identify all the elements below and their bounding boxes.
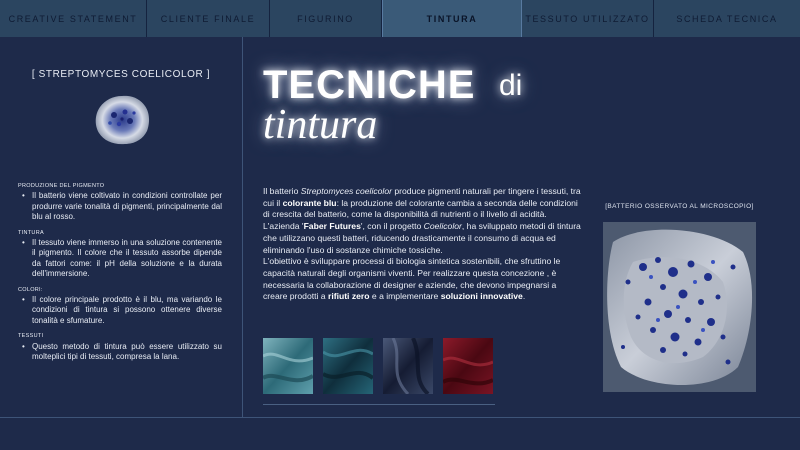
page-title: TECNICHE: [263, 63, 476, 107]
vertical-divider: [242, 37, 243, 418]
tab-tessuto-utilizzato[interactable]: TESSUTO UTILIZZATO: [522, 0, 654, 37]
title-connector: di: [499, 69, 523, 102]
top-navigation: [0, 0, 800, 37]
tab-figurino[interactable]: FIGURINO: [270, 0, 382, 37]
bacterium-colony-image: [92, 93, 152, 147]
note-item: • Il tessuto viene immerso in una soluzione contenente il pigmento. Il colore che il tessuto assorbe dipende da fattori come: il pH della soluzione e la durata dell'immersione.: [22, 238, 222, 279]
page-subtitle: tintura: [263, 102, 378, 148]
tab-creative-statement[interactable]: CREATIVE STATEMENT: [0, 0, 147, 37]
microscope-image: [603, 222, 756, 392]
note-heading: COLORI:: [18, 286, 43, 293]
note-heading: TINTURA: [18, 229, 44, 236]
fabric-swatches: [263, 338, 493, 394]
swatch-crimson-silk: [443, 338, 493, 394]
swatch-underline: [263, 404, 495, 405]
note-text: Il colore principale prodotto è il blu, ma variando le condizioni di tintura si possono ottenere diverse tonalità e sfumature.: [32, 295, 222, 325]
swatch-teal-silk: [263, 338, 313, 394]
description-text: Il batterio Streptomyces coelicolor produce pigmenti naturali per tingere i tessuti, tra cui il colorante blu: la produzione del colorante cambia a seconda delle condizioni di crescita del batterio, come la disponibilità di nutrienti o il livello di acidità. L'azienda 'Faber Futures', con il progetto Coelicolor, ha sviluppato metodi di tintura che utilizzano questi batteri, riducendo drasticamente il consumo di acqua ed eliminando l'uso di sostanze chimiche tossiche. L'obiettivo è sviluppare processi di biologia sintetica sostenibili, che sfruttino le capacità naturali degli organismi viventi. Per realizzare questa concezione , è necessaria la collaborazione di designer e aziende, che devono impegnarsi a creare prodotti a rifiuti zero e a implementare soluzioni innovative.: [263, 186, 581, 302]
tab-tintura[interactable]: TINTURA: [382, 0, 522, 37]
note-item: • Questo metodo di tintura può essere utilizzato su molteplici tipi di tessuti, compresa la lana.: [22, 341, 222, 362]
note-item: • Il batterio viene coltivato in condizioni controllate per produrre varie tonalità di pigmenti, principalmente dal blu al rosso.: [22, 191, 222, 222]
note-text: Il tessuto viene immerso in una soluzione contenente il pigmento. Il colore che il tessuto assorbe dipende da fattori come: il pH della soluzione e la durata dell'immersione.: [32, 238, 222, 279]
swatch-dark-teal-silk: [323, 338, 373, 394]
swatch-navy-silk: [383, 338, 433, 394]
species-title: [ STREPTOMYCES COELICOLOR ]: [31, 69, 211, 80]
horizontal-divider: [0, 417, 800, 418]
notes-section: [18, 181, 222, 363]
note-heading: PRODUZIONE DEL PIGMENTO: [18, 183, 105, 189]
note-text: Questo metodo di tintura può essere utilizzato su molteplici tipi di tessuti, compresa la lana.: [32, 341, 222, 362]
note-text: Il batterio viene coltivato in condizioni controllate per produrre varie tonalità di pigmenti, principalmente dal blu al rosso.: [32, 191, 222, 222]
note-heading: TESSUTI: [18, 333, 44, 340]
tab-scheda-tecnica[interactable]: SCHEDA TECNICA: [676, 13, 778, 24]
tab-cliente-finale[interactable]: CLIENTE FINALE: [147, 0, 270, 37]
note-item: • Il colore principale prodotto è il blu, ma variando le condizioni di tintura si possono ottenere diverse tonalità e sfumature.: [22, 295, 222, 325]
microscope-caption: [BATTERIO OSSERVATO AL MICROSCOPIO]: [605, 203, 754, 210]
